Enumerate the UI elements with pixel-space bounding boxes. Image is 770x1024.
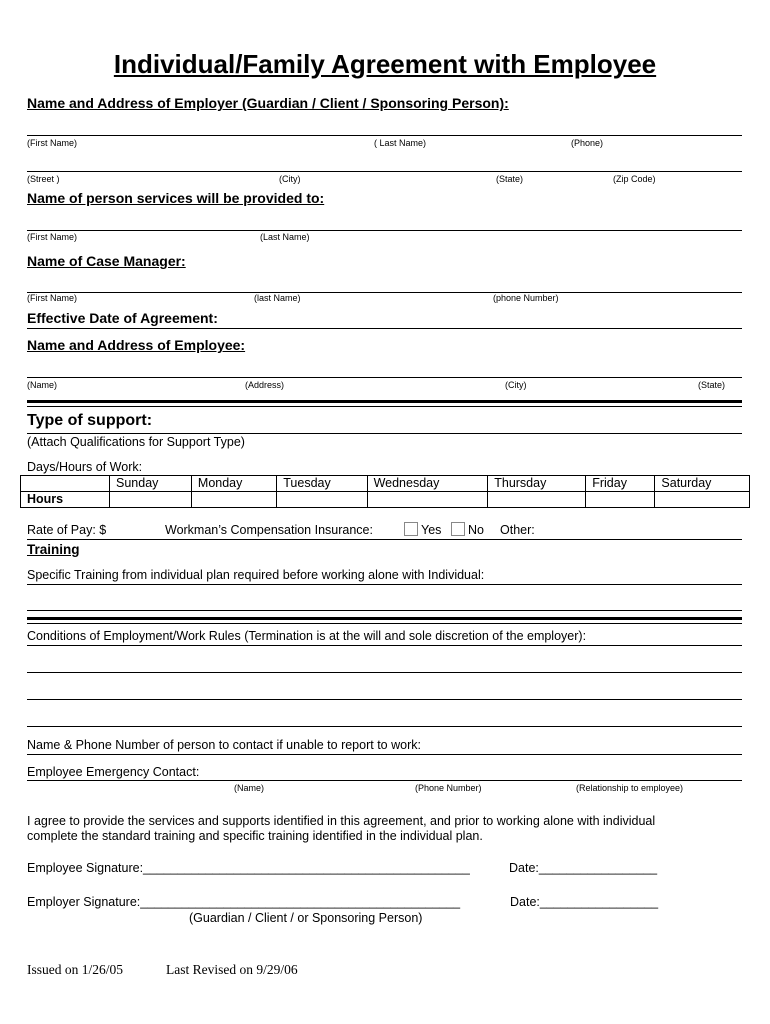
employer-first-name-label: (First Name) [27,138,77,148]
no-label: No [468,523,484,537]
employee-city-label: (City) [505,380,527,390]
support-note: (Attach Qualifications for Support Type) [27,435,245,449]
emergency-relationship-label: (Relationship to employee) [576,783,684,793]
effective-date-label: Effective Date of Agreement: [27,310,218,326]
employee-address-label: (Address) [245,380,285,390]
person-served-line[interactable] [27,230,742,231]
day-monday: Monday [191,476,276,492]
day-friday: Friday [586,476,655,492]
case-manager-line[interactable] [27,292,742,293]
day-thursday: Thursday [488,476,586,492]
agreement-line-2: complete the standard training and specific training identified in the individual plan. [27,829,483,843]
unable-contact-label: Name & Phone Number of person to contact if unable to report to work: [27,738,421,752]
employer-street-label: (Street ) [27,174,60,184]
hours-saturday-cell[interactable] [655,492,750,508]
day-tuesday: Tuesday [277,476,367,492]
support-line[interactable] [27,433,742,434]
case-manager-last-name-label: (last Name) [254,293,301,303]
comp-yes-option[interactable] [400,522,441,537]
revised-date: Last Revised on 9/29/06 [166,962,298,977]
employer-name-line[interactable] [27,135,742,136]
employer-address-line[interactable] [27,171,742,172]
case-manager-first-name-label: (First Name) [27,293,77,303]
training-heading: Training [27,542,80,557]
employee-signature-field[interactable]: Employee Signature:_______________________________________________ [27,861,470,875]
employee-heading: Name and Address of Employee: [27,337,246,353]
employee-name-label: (Name) [27,380,58,390]
training-line-1[interactable] [27,584,742,585]
issued-date: Issued on 1/26/05 [27,962,123,977]
employer-signature-field[interactable]: Employer Signature:______________________________________________ [27,895,461,909]
no-checkbox[interactable] [451,522,465,536]
yes-label: Yes [421,523,442,537]
emergency-name-label: (Name) [234,783,265,793]
conditions-line-1[interactable] [27,645,742,646]
hours-sunday-cell[interactable] [110,492,192,508]
person-served-first-name-label: (First Name) [27,232,77,242]
employee-date-field[interactable]: Date:_________________ [509,861,658,875]
emergency-contact-line[interactable] [27,780,742,781]
employer-heading: Name and Address of Employer (Guardian / Client / Sponsoring Person): [27,95,509,111]
conditions-text: Conditions of Employment/Work Rules (Termination is at the will and sole discretion of the employer): [27,629,587,643]
case-manager-phone-label: (phone Number) [493,293,559,303]
days-table [20,475,750,508]
case-manager-heading: Name of Case Manager: [27,253,186,269]
person-served-heading: Name of person services will be provided to: [27,190,325,206]
hours-wednesday-cell[interactable] [367,492,488,508]
employer-last-name-label: ( Last Name) [374,138,427,148]
section-divider-2 [27,617,742,624]
other-label: Other: [500,523,535,537]
training-text: Specific Training from individual plan required before working alone with Individual: [27,568,485,582]
rate-of-pay-label: Rate of Pay: $ [27,523,107,537]
agreement-line-1: I agree to provide the services and supports identified in this agreement, and prior to working alone with individual [27,814,656,828]
hours-label: Hours [21,492,110,508]
yes-checkbox[interactable] [404,522,418,536]
hours-thursday-cell[interactable] [488,492,586,508]
conditions-line-2[interactable] [27,672,742,673]
conditions-line-3[interactable] [27,699,742,700]
comp-no-option[interactable] [447,522,484,537]
days-row [21,476,750,492]
hours-monday-cell[interactable] [191,492,276,508]
days-hours-label: Days/Hours of Work: [27,460,143,474]
employer-state-label: (State) [496,174,524,184]
hours-tuesday-cell[interactable] [277,492,367,508]
emergency-phone-label: (Phone Number) [415,783,482,793]
section-divider [27,400,742,407]
pay-line[interactable] [27,539,742,540]
employer-zip-label: (Zip Code) [613,174,656,184]
employee-line[interactable] [27,377,742,378]
training-line-2[interactable] [27,610,742,611]
emergency-contact-label: Employee Emergency Contact: [27,765,200,779]
employer-signature-note: (Guardian / Client / or Sponsoring Person) [189,911,423,925]
employer-date-field[interactable]: Date:_________________ [510,895,659,909]
employee-state-label: (State) [698,380,726,390]
conditions-line-4[interactable] [27,726,742,727]
day-sunday: Sunday [110,476,192,492]
workmans-comp-label: Workman’s Compensation Insurance: [165,523,373,537]
employer-city-label: (City) [279,174,301,184]
day-wednesday: Wednesday [367,476,488,492]
person-served-last-name-label: (Last Name) [260,232,310,242]
days-corner-cell [21,476,110,492]
employer-phone-label: (Phone) [571,138,604,148]
unable-contact-line[interactable] [27,754,742,755]
effective-date-line[interactable] [27,328,742,329]
day-saturday: Saturday [655,476,750,492]
support-heading: Type of support: [27,412,153,429]
hours-row [21,492,750,508]
hours-friday-cell[interactable] [586,492,655,508]
page-title: Individual/Family Agreement with Employee [113,49,657,79]
